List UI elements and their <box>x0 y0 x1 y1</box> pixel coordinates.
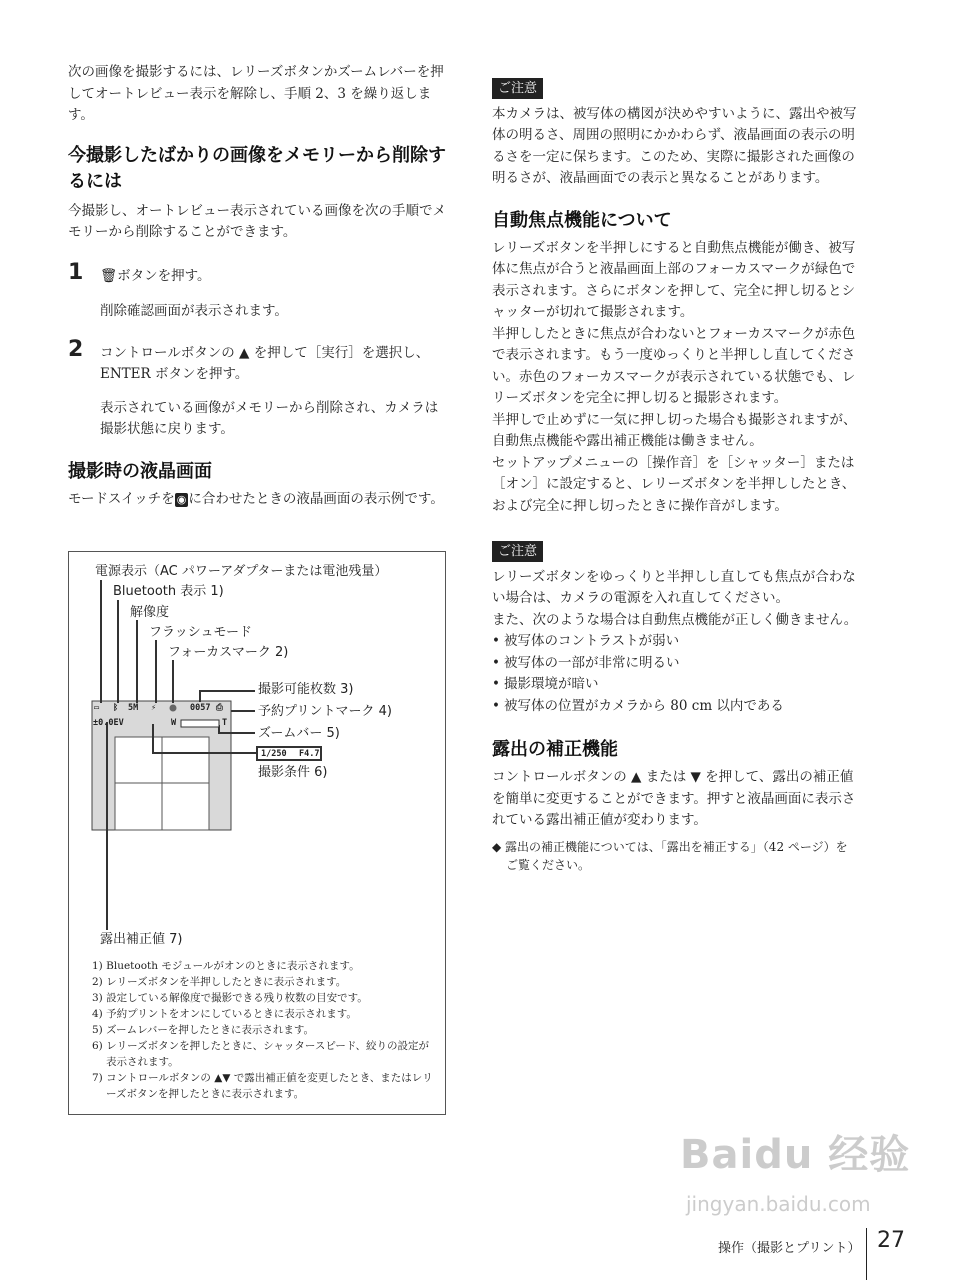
reference-note: ◆ 露出の補正機能については、「露出を補正する」（42 ページ）をご覧ください。 <box>492 839 848 872</box>
intro-text: 次の画像を撮影するには、レリーズボタンかズームレバーを押してオートレビュー表示を解除し、手順 2、3 を繰り返します。 <box>68 64 444 123</box>
label-exposure: 露出補正値 7) <box>100 932 183 947</box>
footnote: 3) 設定している解像度で撮影できる残り枚数の目安です。 <box>92 992 368 1004</box>
list-item: • 被写体の一部が非常に明るい <box>504 653 858 675</box>
label-zoom: ズームバー 5) <box>258 726 340 741</box>
label-conditions: 撮影条件 6) <box>258 765 328 780</box>
label-shots: 撮影可能枚数 3) <box>258 682 354 697</box>
list-item: • 被写体の位置がカメラから 80 cm 以内である <box>504 696 858 718</box>
list-item: • 撮影環境が暗い <box>504 674 858 696</box>
flash-icon: ⚡ <box>151 703 157 713</box>
shots-value: 0057 <box>190 703 211 713</box>
af-paragraph: セットアップメニューの［操作音］を［シャッター］または［オン］に設定すると、レリーズボタンを半押ししたとき、および完全に押し切ったときに操作音がします。 <box>492 454 856 514</box>
footnote: 5) ズームレバーを押したときに表示されます。 <box>92 1024 315 1036</box>
footnotes <box>92 958 434 1102</box>
bullet-list <box>492 631 858 717</box>
delete-intro: 今撮影し、オートレビュー表示されている画像を次の手順でメモリーから削除することができます。 <box>68 202 446 240</box>
af-paragraph: 半押しで止めずに一気に押し切った場合も撮影されますが、自動焦点機能や露出補正機能は働きません。 <box>492 411 857 449</box>
footer-section: 操作（撮影とプリント） <box>718 1241 861 1256</box>
footer-divider <box>866 1228 867 1280</box>
resolution-value: 5M <box>128 703 139 713</box>
exposure-heading: 露出の補正機能 <box>492 739 618 760</box>
step-result: 表示されている画像がメモリーから削除され、カメラは撮影状態に戻ります。 <box>100 399 439 437</box>
page-number: 27 <box>877 1228 905 1253</box>
step-result: 削除確認画面が表示されます。 <box>100 303 288 319</box>
label-bluetooth: Bluetooth 表示 1) <box>113 584 224 599</box>
footnote: 6) レリーズボタンを押したときに、シャッタースピード、絞りの設定が表示されます。 <box>92 1040 429 1068</box>
footnote: 2) レリーズボタンを半押ししたときに表示されます。 <box>92 976 347 988</box>
lcd-heading: 撮影時の液晶画面 <box>68 460 212 482</box>
af-heading: 自動焦点機能について <box>492 209 672 231</box>
step-text: ボタンを押す。 <box>117 267 211 284</box>
list-item: • 被写体のコントラストが弱い <box>504 631 858 653</box>
af-paragraph: レリーズボタンを半押しにすると自動焦点機能が働き、被写体に焦点が合うと液晶画面上部のフォーカスマークが緑色で表示されます。さらにボタンを押して、完全に押し切るとシャッターが切れて撮影されます。 <box>492 239 856 320</box>
label-focus: フォーカスマーク 2) <box>168 645 289 660</box>
ev-value: ±0.0EV <box>93 718 124 728</box>
bluetooth-icon: ᛒ <box>113 703 119 713</box>
battery-icon: ▭ <box>94 703 100 713</box>
label-flash: フラッシュモード <box>149 625 252 640</box>
print-mark-icon: ⎙ <box>216 703 223 713</box>
trash-icon: 🗑 <box>100 267 118 284</box>
zoom-t: T <box>222 718 228 728</box>
footnote: 4) 予約プリントをオンにしているときに表示されます。 <box>92 1008 357 1020</box>
step-text: コントロールボタンの ▲ を押して［実行］を選択し、ENTER ボタンを押す。 <box>100 344 430 382</box>
camera-icon: ◉ <box>176 492 187 506</box>
step-number: 1 <box>68 259 84 285</box>
watermark-logo: Baidu 经验 <box>680 1132 911 1178</box>
note-text: 本カメラは、被写体の構図が決めやすいように、露出や被写体の明るさ、周囲の照明にかかわらず、液晶画面の表示の明るさを一定に保ちます。このため、実際に撮影された画像の明るさが、液晶画面での表示と異なることがあります。 <box>492 105 857 186</box>
delete-heading: 今撮影したばかりの画像をメモリーから削除するには <box>68 144 446 192</box>
label-print: 予約プリントマーク 4) <box>258 704 392 719</box>
aperture-value: F4.7 <box>299 749 320 759</box>
zoom-w: W <box>171 718 177 728</box>
watermark-url: jingyan.baidu.com <box>686 1192 871 1216</box>
note-text: また、次のような場合は自動焦点機能が正しく働きません。 <box>492 611 858 628</box>
lcd-intro: モードスイッチを ◉ に合わせたときの液晶画面の表示例です。 <box>68 490 444 507</box>
footnote: 1) Bluetooth モジュールがオンのときに表示されます。 <box>92 960 360 972</box>
shutter-value: 1/250 <box>261 749 287 759</box>
label-power: 電源表示（AC パワーアダプターまたは電池残量） <box>95 564 388 579</box>
af-paragraph: 半押ししたときに焦点が合わないとフォーカスマークが赤色で表示されます。もう一度ゆっくりと半押しし直してください。赤色のフォーカスマークが表示されている状態でも、レリーズボタンを完全に押し切ると撮影されます。 <box>492 325 856 406</box>
label-resolution: 解像度 <box>130 605 170 620</box>
right-column <box>492 78 858 874</box>
footnote: 7) コントロールボタンの ▲▼ で露出補正値を変更したとき、またはレリーズボタンを押したときに表示されます。 <box>92 1072 433 1100</box>
note-label: ご注意 <box>492 541 543 562</box>
exposure-text: コントロールボタンの ▲ または ▼ を押して、露出の補正値を簡単に変更することができます。押すと液晶画面に表示されている露出補正値が変わります。 <box>492 769 856 828</box>
step-number: 2 <box>68 336 84 362</box>
note-text: レリーズボタンをゆっくりと半押しし直しても焦点が合わない場合は、カメラの電源を入れ直してください。 <box>492 568 856 606</box>
note-label: ご注意 <box>492 78 543 99</box>
